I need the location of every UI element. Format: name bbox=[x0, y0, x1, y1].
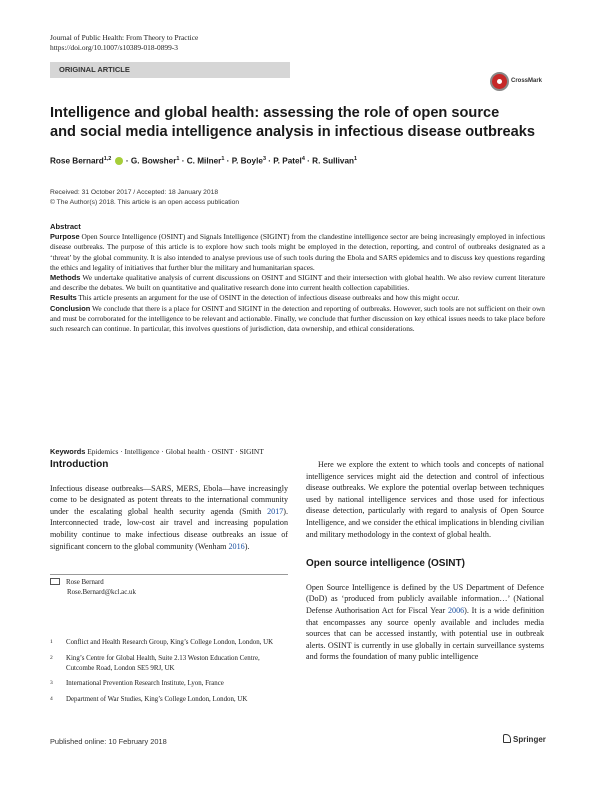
affiliation-item: 3 International Prevention Research Institute, Lyon, France bbox=[50, 680, 224, 688]
keywords-label: Keywords bbox=[50, 447, 86, 456]
author-affil-sup: 1,2 bbox=[103, 156, 112, 162]
author-name[interactable]: P. Patel bbox=[273, 156, 302, 166]
journal-name: Journal of Public Health: From Theory to Practice bbox=[50, 33, 199, 42]
abstract-conclusion bbox=[50, 304, 545, 335]
affiliation-item: 4 Department of War Studies, King’s College London, London, UK bbox=[50, 696, 248, 704]
correspondence bbox=[50, 574, 288, 597]
crossmark-badge[interactable] bbox=[490, 70, 546, 98]
author-affil-sup: 1 bbox=[221, 156, 225, 162]
abstract-heading: Abstract bbox=[50, 222, 81, 231]
purpose-label: Purpose bbox=[50, 232, 80, 242]
journal-header bbox=[50, 33, 198, 53]
osint-paragraph: Open Source Intelligence is defined by the US Department of Defence (DoD) as ‘produced from publicly available information…’ (National Defense Authorisation Act for Fiscal Year 2006). It is a wide definition that encompasses any source openly available and includes media sources that can be accessed instantly, with potential use in outbreak alerts. OSINT is currently in use globally in certain surveillance systems and forms the foundation of many public intelligence bbox=[306, 582, 545, 662]
introduction-heading: Introduction bbox=[50, 459, 109, 470]
methods-text: We undertake qualitative analysis of current discussions on OSINT and SIGINT and their intersection with global health. We also review current literature and describe the debates. We built on quantitative and qualitative research done into current health collection capabilities. bbox=[50, 273, 545, 293]
abstract-purpose bbox=[50, 232, 545, 273]
right-intro-paragraph: Here we explore the extent to which tools and concepts of national intelligence services might aid the detection and control of infectious disease outbreaks. We explore the potential overlap between techniques used by national intelligence services and those used for infectious disease detection, particularly with regard to analysis of Open Source Intelligence, and we consider the ethical implications in blending civilian and military methodology in the context of global health. bbox=[306, 460, 544, 539]
author-name[interactable]: Rose Bernard bbox=[50, 156, 104, 166]
results-label: Results bbox=[50, 293, 77, 303]
author-name[interactable]: P. Boyle bbox=[231, 156, 263, 166]
abstract-methods bbox=[50, 273, 545, 293]
author-list: Rose Bernard$^{1,2}$ · G. Bowsher$^1$ · C. Milner$^1$ · P. Boyle$^3$ · P. Patel$^4$ · R. Sullivan$^1$ bbox=[50, 156, 358, 166]
abstract-results bbox=[50, 293, 545, 303]
received-accepted: Received: 31 October 2017 / Accepted: 18 January 2018 bbox=[50, 189, 219, 196]
envelope-icon bbox=[50, 578, 60, 585]
keywords-text: Epidemics · Intelligence · Global health · OSINT · SIGINT bbox=[87, 447, 264, 456]
affiliation-item: 1 Conflict and Health Research Group, King’s College London, London, UK bbox=[50, 639, 274, 646]
purpose-text: Open Source Intelligence (OSINT) and Signals Intelligence (SIGINT) from the clandestine intelligence sector are being increasingly employed in infectious disease outbreaks. The purpose of this article is to explore how such tools might be employed in the detection, reporting, and control of outbreaks designated as a ‘threat’ by the global community. It is also intended to analyse previous use of such tools during the Ebola and SARS epidemics and to discuss key questions regarding the ethics and legality of initiatives that further blur the military and humanitarian spaces. bbox=[50, 232, 545, 272]
citation-link[interactable]: 2016 bbox=[228, 541, 245, 551]
title-line-1: Intelligence and global health: assessing the role of open source bbox=[50, 105, 500, 121]
affiliation-item: 2 King’s Centre for Global Health, Suite 2.13 Weston Education Centre, Cutcombe Road, London SE5 9RJ, UK bbox=[50, 654, 260, 672]
publisher-name: Springer bbox=[513, 735, 546, 744]
results-text: This article presents an argument for the use of OSINT in the detection of infectious disease outbreaks and how this might occur. bbox=[78, 293, 460, 303]
citation-link[interactable]: 2006 bbox=[447, 605, 465, 615]
citation-link[interactable]: 2017 bbox=[267, 506, 284, 516]
affiliations bbox=[50, 638, 288, 711]
author-affil-sup: 3 bbox=[262, 156, 266, 162]
orcid-icon[interactable] bbox=[115, 157, 123, 165]
conclusion-label: Conclusion bbox=[50, 303, 91, 313]
keywords bbox=[50, 447, 264, 456]
author-name[interactable]: R. Sullivan bbox=[312, 156, 355, 166]
published-online: Published online: 10 February 2018 bbox=[50, 737, 167, 746]
methods-label: Methods bbox=[50, 273, 81, 283]
springer-logo bbox=[503, 734, 546, 744]
doi-link[interactable]: https://doi.org/10.1007/s10389-018-0899-3 bbox=[50, 43, 178, 52]
crossmark-icon bbox=[490, 72, 509, 91]
introduction-paragraph: Infectious disease outbreaks—SARS, MERS, Ebola—have increasingly come to be designated as potent threats to the international community under the escalating global health security agenda (Smith 2017). Interconnected trade, low-cost air travel and increasing population mobility continue to make infectious disease outbreaks an issue of significant concern to the global community (Wenham 2016). bbox=[50, 483, 288, 551]
author-affil-sup: 1 bbox=[354, 156, 358, 162]
author-name[interactable]: C. Milner bbox=[186, 156, 222, 166]
author-affil-sup: 1 bbox=[176, 156, 180, 162]
author-affil-sup: 4 bbox=[301, 156, 305, 162]
correspondence-email[interactable]: Rose.Bernard@kcl.ac.uk bbox=[67, 588, 136, 596]
title-line-2: and social media intelligence analysis in infectious disease outbreaks bbox=[50, 124, 536, 140]
article-type-bar: ORIGINAL ARTICLE bbox=[50, 62, 290, 78]
osint-heading: Open source intelligence (OSINT) bbox=[306, 558, 465, 570]
left-column bbox=[50, 459, 288, 552]
right-column bbox=[306, 459, 544, 663]
article-title bbox=[50, 104, 540, 142]
conclusion-text: We conclude that there is a place for OSINT and SIGINT in the detection and reporting of outbreaks. However, such tools are not sufficient on their own and must be corroborated for the intelligence to be relevant and actionable. Finally, we conclude that further discussion on key ethical issues needs to take place before such research can continue. In particular, this involves questions of jurisdiction, data ownership, and ethical considerations. bbox=[50, 303, 546, 334]
article-dates bbox=[50, 188, 239, 208]
copyright-line: © The Author(s) 2018. This article is an open access publication bbox=[50, 199, 240, 206]
springer-horse-icon bbox=[503, 734, 511, 743]
author-name[interactable]: G. Bowsher bbox=[130, 156, 177, 166]
crossmark-label: CrossMark bbox=[511, 78, 543, 84]
correspondence-name: Rose Bernard bbox=[66, 579, 104, 586]
abstract bbox=[50, 222, 545, 334]
